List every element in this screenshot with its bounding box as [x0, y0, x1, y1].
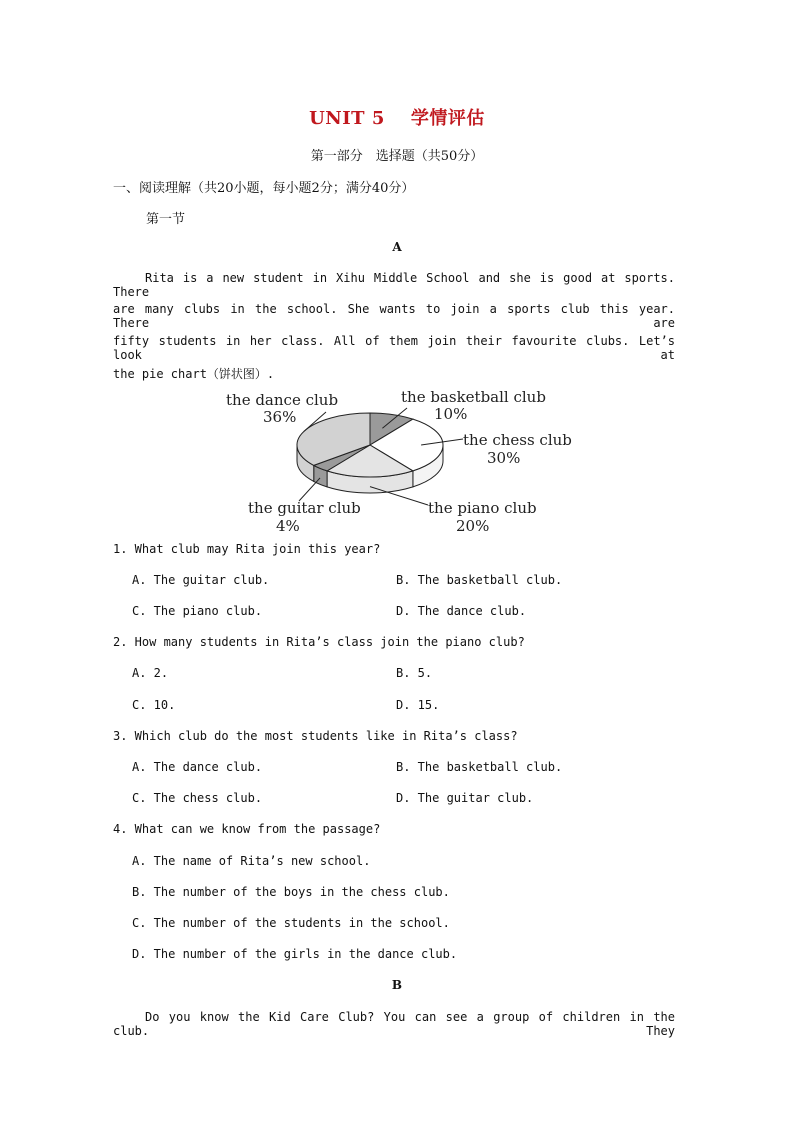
leader-guitar: [299, 478, 320, 501]
q4-option-b[interactable]: B. The number of the boys in the chess club.: [132, 885, 450, 899]
label-chess: the chess club: [463, 431, 572, 449]
value-dance: 36%: [263, 408, 297, 426]
passage-a-line-3: fifty students in her class. All of them join their favourite clubs. Let’s look at: [113, 334, 675, 362]
value-piano: 20%: [456, 517, 490, 535]
passage-a-label: A: [392, 240, 402, 254]
question-3: 3. Which club do the most students like in Rita’s class?: [113, 729, 518, 743]
q2-option-a[interactable]: A. 2.: [132, 666, 169, 680]
question-4: 4. What can we know from the passage?: [113, 822, 381, 836]
q3-option-a[interactable]: A. The dance club.: [132, 760, 263, 774]
unit-title: [0, 104, 794, 130]
unit-heading: 学情评估: [410, 108, 485, 129]
label-piano: the piano club: [428, 499, 537, 517]
q4-option-d[interactable]: D. The number of the girls in the dance club.: [132, 947, 458, 961]
passage-a-line-2: are many clubs in the school. She wants to join a sports club this year. There are: [113, 302, 675, 330]
question-2: 2. How many students in Rita’s class join the piano club?: [113, 635, 525, 649]
passage-a-line-4: the pie chart（饼状图）.: [113, 367, 275, 381]
q4-option-c[interactable]: C. The number of the students in the school.: [132, 916, 450, 930]
unit-number: UNIT 5: [309, 108, 385, 129]
q2-option-b[interactable]: B. 5.: [396, 666, 433, 680]
question-1: 1. What club may Rita join this year?: [113, 542, 381, 556]
q3-option-b[interactable]: B. The basketball club.: [396, 760, 563, 774]
passage-b-label: B: [391, 978, 403, 992]
q2-option-d[interactable]: D. 15.: [396, 698, 440, 712]
q1-option-a[interactable]: A. The guitar club.: [132, 573, 270, 587]
q1-option-d[interactable]: D. The dance club.: [396, 604, 527, 618]
q3-option-d[interactable]: D. The guitar club.: [396, 791, 534, 805]
value-chess: 30%: [487, 449, 521, 467]
label-dance: the dance club: [226, 391, 339, 409]
q3-option-c[interactable]: C. The chess club.: [132, 791, 263, 805]
q1-option-b[interactable]: B. The basketball club.: [396, 573, 563, 587]
q2-option-c[interactable]: C. 10.: [132, 698, 176, 712]
q1-option-c[interactable]: C. The piano club.: [132, 604, 263, 618]
passage-a-line-1: Rita is a new student in Xihu Middle School and she is good at sports. There: [113, 271, 675, 299]
label-basketball: the basketball club: [401, 388, 546, 406]
q4-option-a[interactable]: A. The name of Rita’s new school.: [132, 854, 371, 868]
value-guitar: 4%: [276, 517, 300, 535]
part-heading: 第一部分 选择题（共50分）: [310, 149, 484, 164]
label-guitar: the guitar club: [248, 499, 361, 517]
passage-b-line-1: Do you know the Kid Care Club? You can see a group of children in the club. They: [113, 1010, 675, 1038]
section-heading: 一、阅读理解（共20小题，每小题2分；满分40分）: [113, 181, 415, 196]
pie-chart: [215, 384, 595, 540]
subsection-heading: 第一节: [146, 212, 186, 227]
value-basketball: 10%: [434, 405, 468, 423]
